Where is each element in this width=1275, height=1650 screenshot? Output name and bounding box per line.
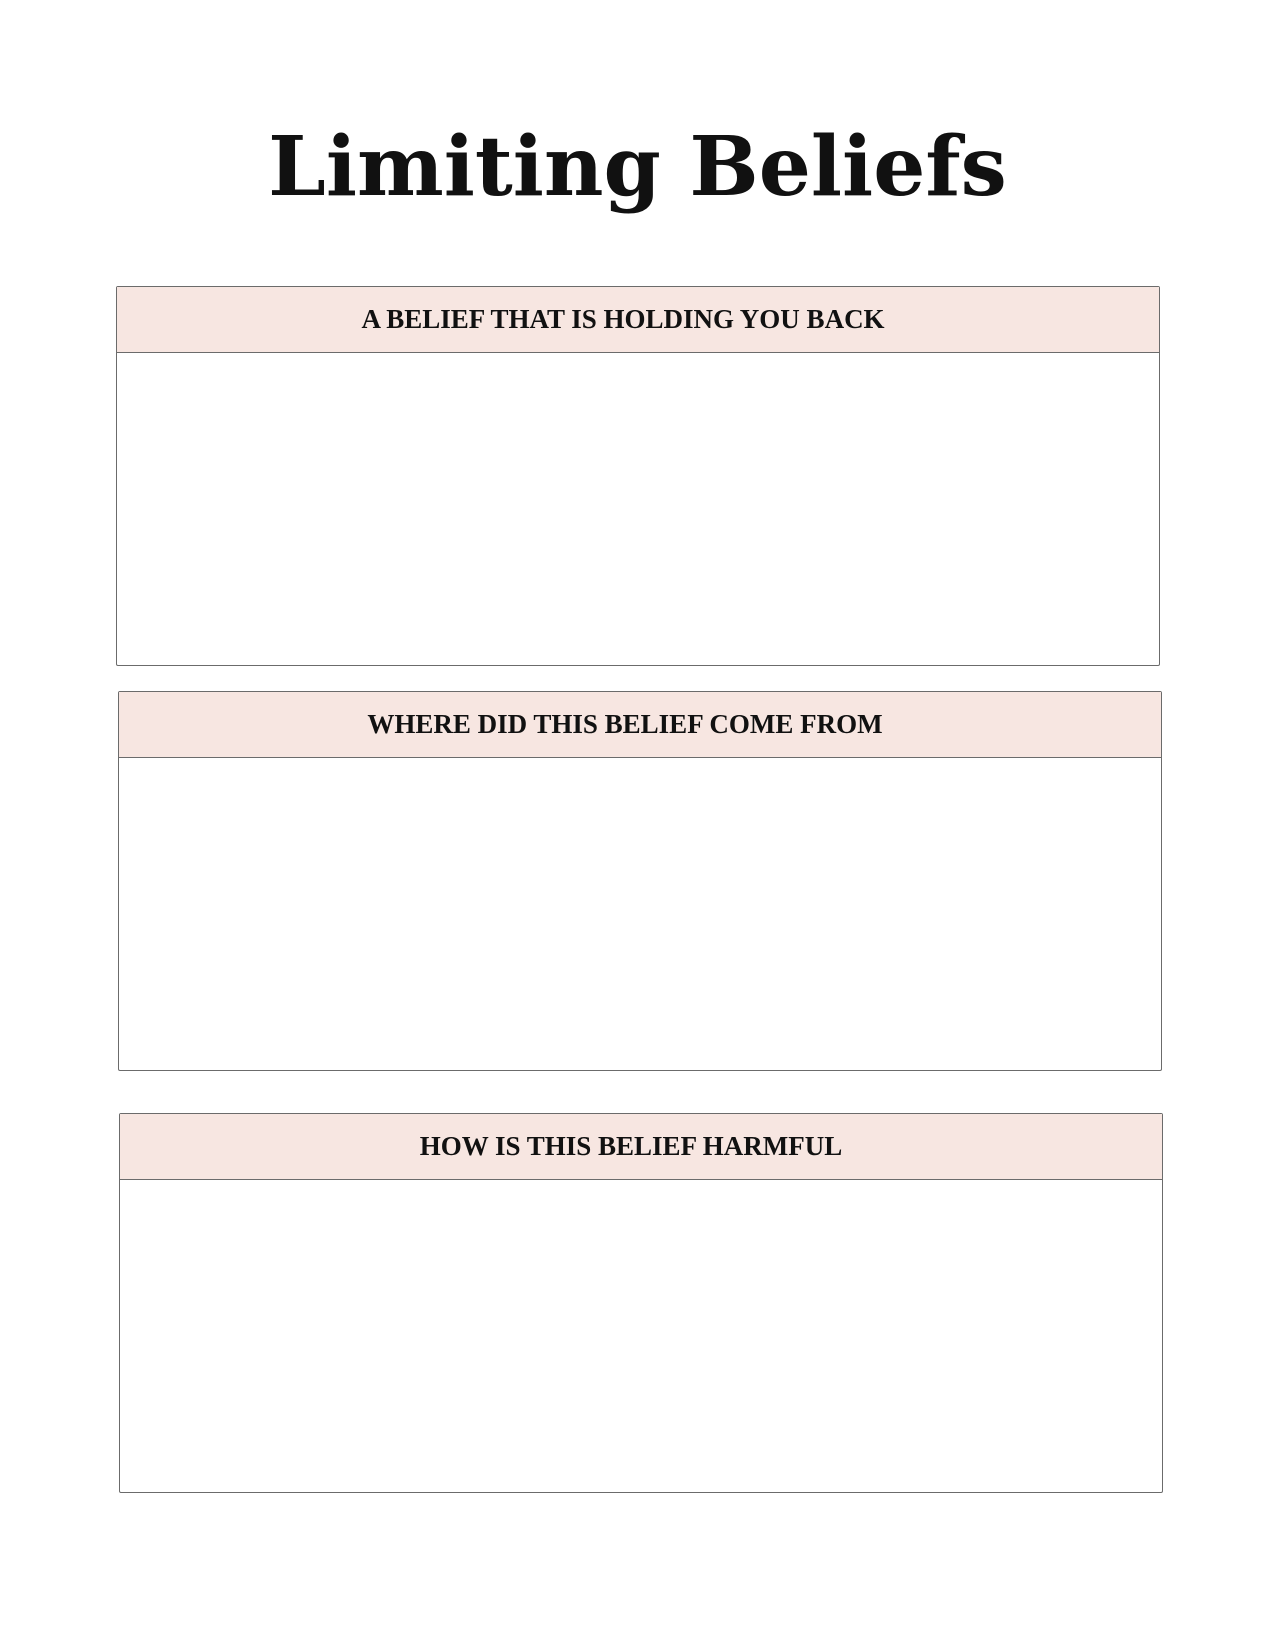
- section-heading: A BELIEF THAT IS HOLDING YOU BACK: [117, 287, 1159, 353]
- writing-area[interactable]: [119, 758, 1161, 1070]
- section-belief-origin: [118, 691, 1162, 1071]
- section-belief-harm: [119, 1113, 1163, 1493]
- writing-area[interactable]: [120, 1180, 1162, 1492]
- page-title: Limiting Beliefs: [268, 119, 1007, 215]
- section-belief-holding-back: [116, 286, 1160, 666]
- section-heading: HOW IS THIS BELIEF HARMFUL: [120, 1114, 1162, 1180]
- writing-area[interactable]: [117, 353, 1159, 665]
- section-heading: WHERE DID THIS BELIEF COME FROM: [119, 692, 1161, 758]
